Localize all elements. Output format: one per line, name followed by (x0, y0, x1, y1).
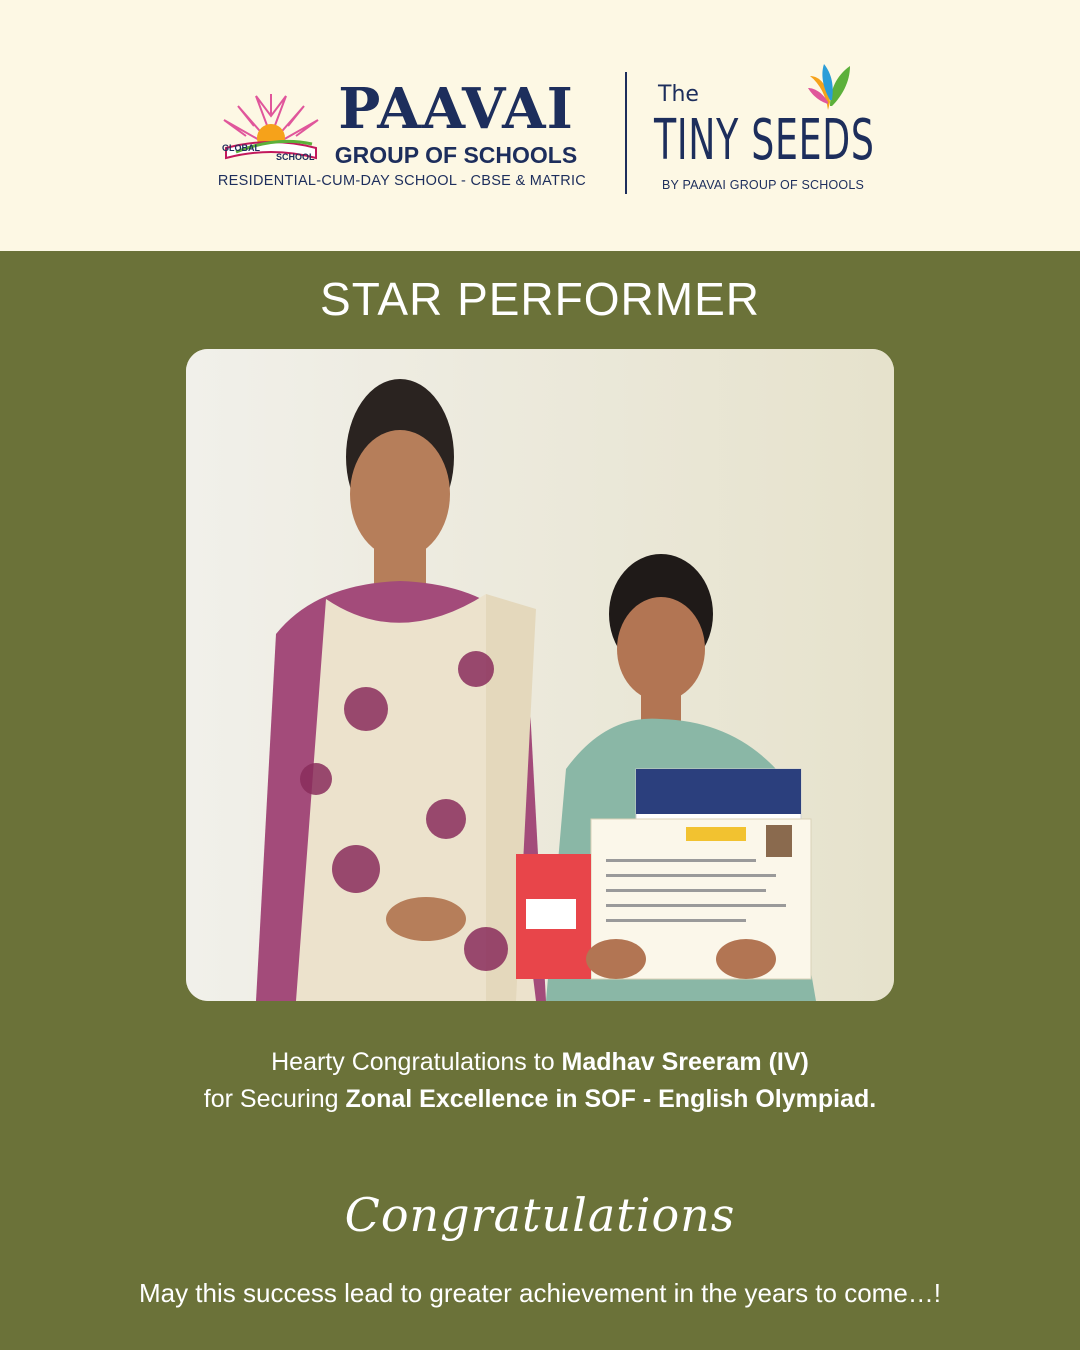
photo-illustration (186, 349, 894, 1001)
script-congratulations: Congratulations (344, 1188, 736, 1242)
paavai-group-name: GROUP OF SCHOOLS (334, 142, 578, 168)
message-line-1 (0, 1044, 1080, 1081)
message-line1-prefix: Hearty Congratulations to (271, 1048, 562, 1076)
paavai-tagline: RESIDENTIAL-CUM-DAY SCHOOL - CBSE & MATRIC (217, 173, 587, 189)
wish-text: May this success lead to greater achievement in the years to come…! (138, 1278, 942, 1308)
student-name: Madhav Sreeram (IV) (561, 1048, 809, 1076)
emblem-global-text: GLOBAL (222, 143, 260, 153)
achievement-text: Zonal Excellence in SOF - English Olympiad. (345, 1085, 877, 1113)
congratulation-message (0, 1044, 1080, 1118)
message-line-2 (0, 1081, 1080, 1118)
header-banner (0, 0, 1080, 251)
tiny-seeds-leaf-icon (806, 62, 854, 112)
tiny-seeds-the: The (658, 82, 699, 107)
tiny-seeds-byline: BY PAAVAI GROUP OF SCHOOLS (662, 178, 865, 192)
student-photo (186, 349, 894, 1001)
tiny-seeds-name: TINY SEEDS (654, 108, 875, 173)
logo-divider (625, 72, 627, 194)
page-title: STAR PERFORMER (320, 273, 760, 325)
paavai-brand-name: PAAVAI (338, 76, 574, 142)
emblem-school-text: SCHOOL (276, 152, 315, 162)
message-line2-prefix: for Securing (203, 1085, 346, 1113)
